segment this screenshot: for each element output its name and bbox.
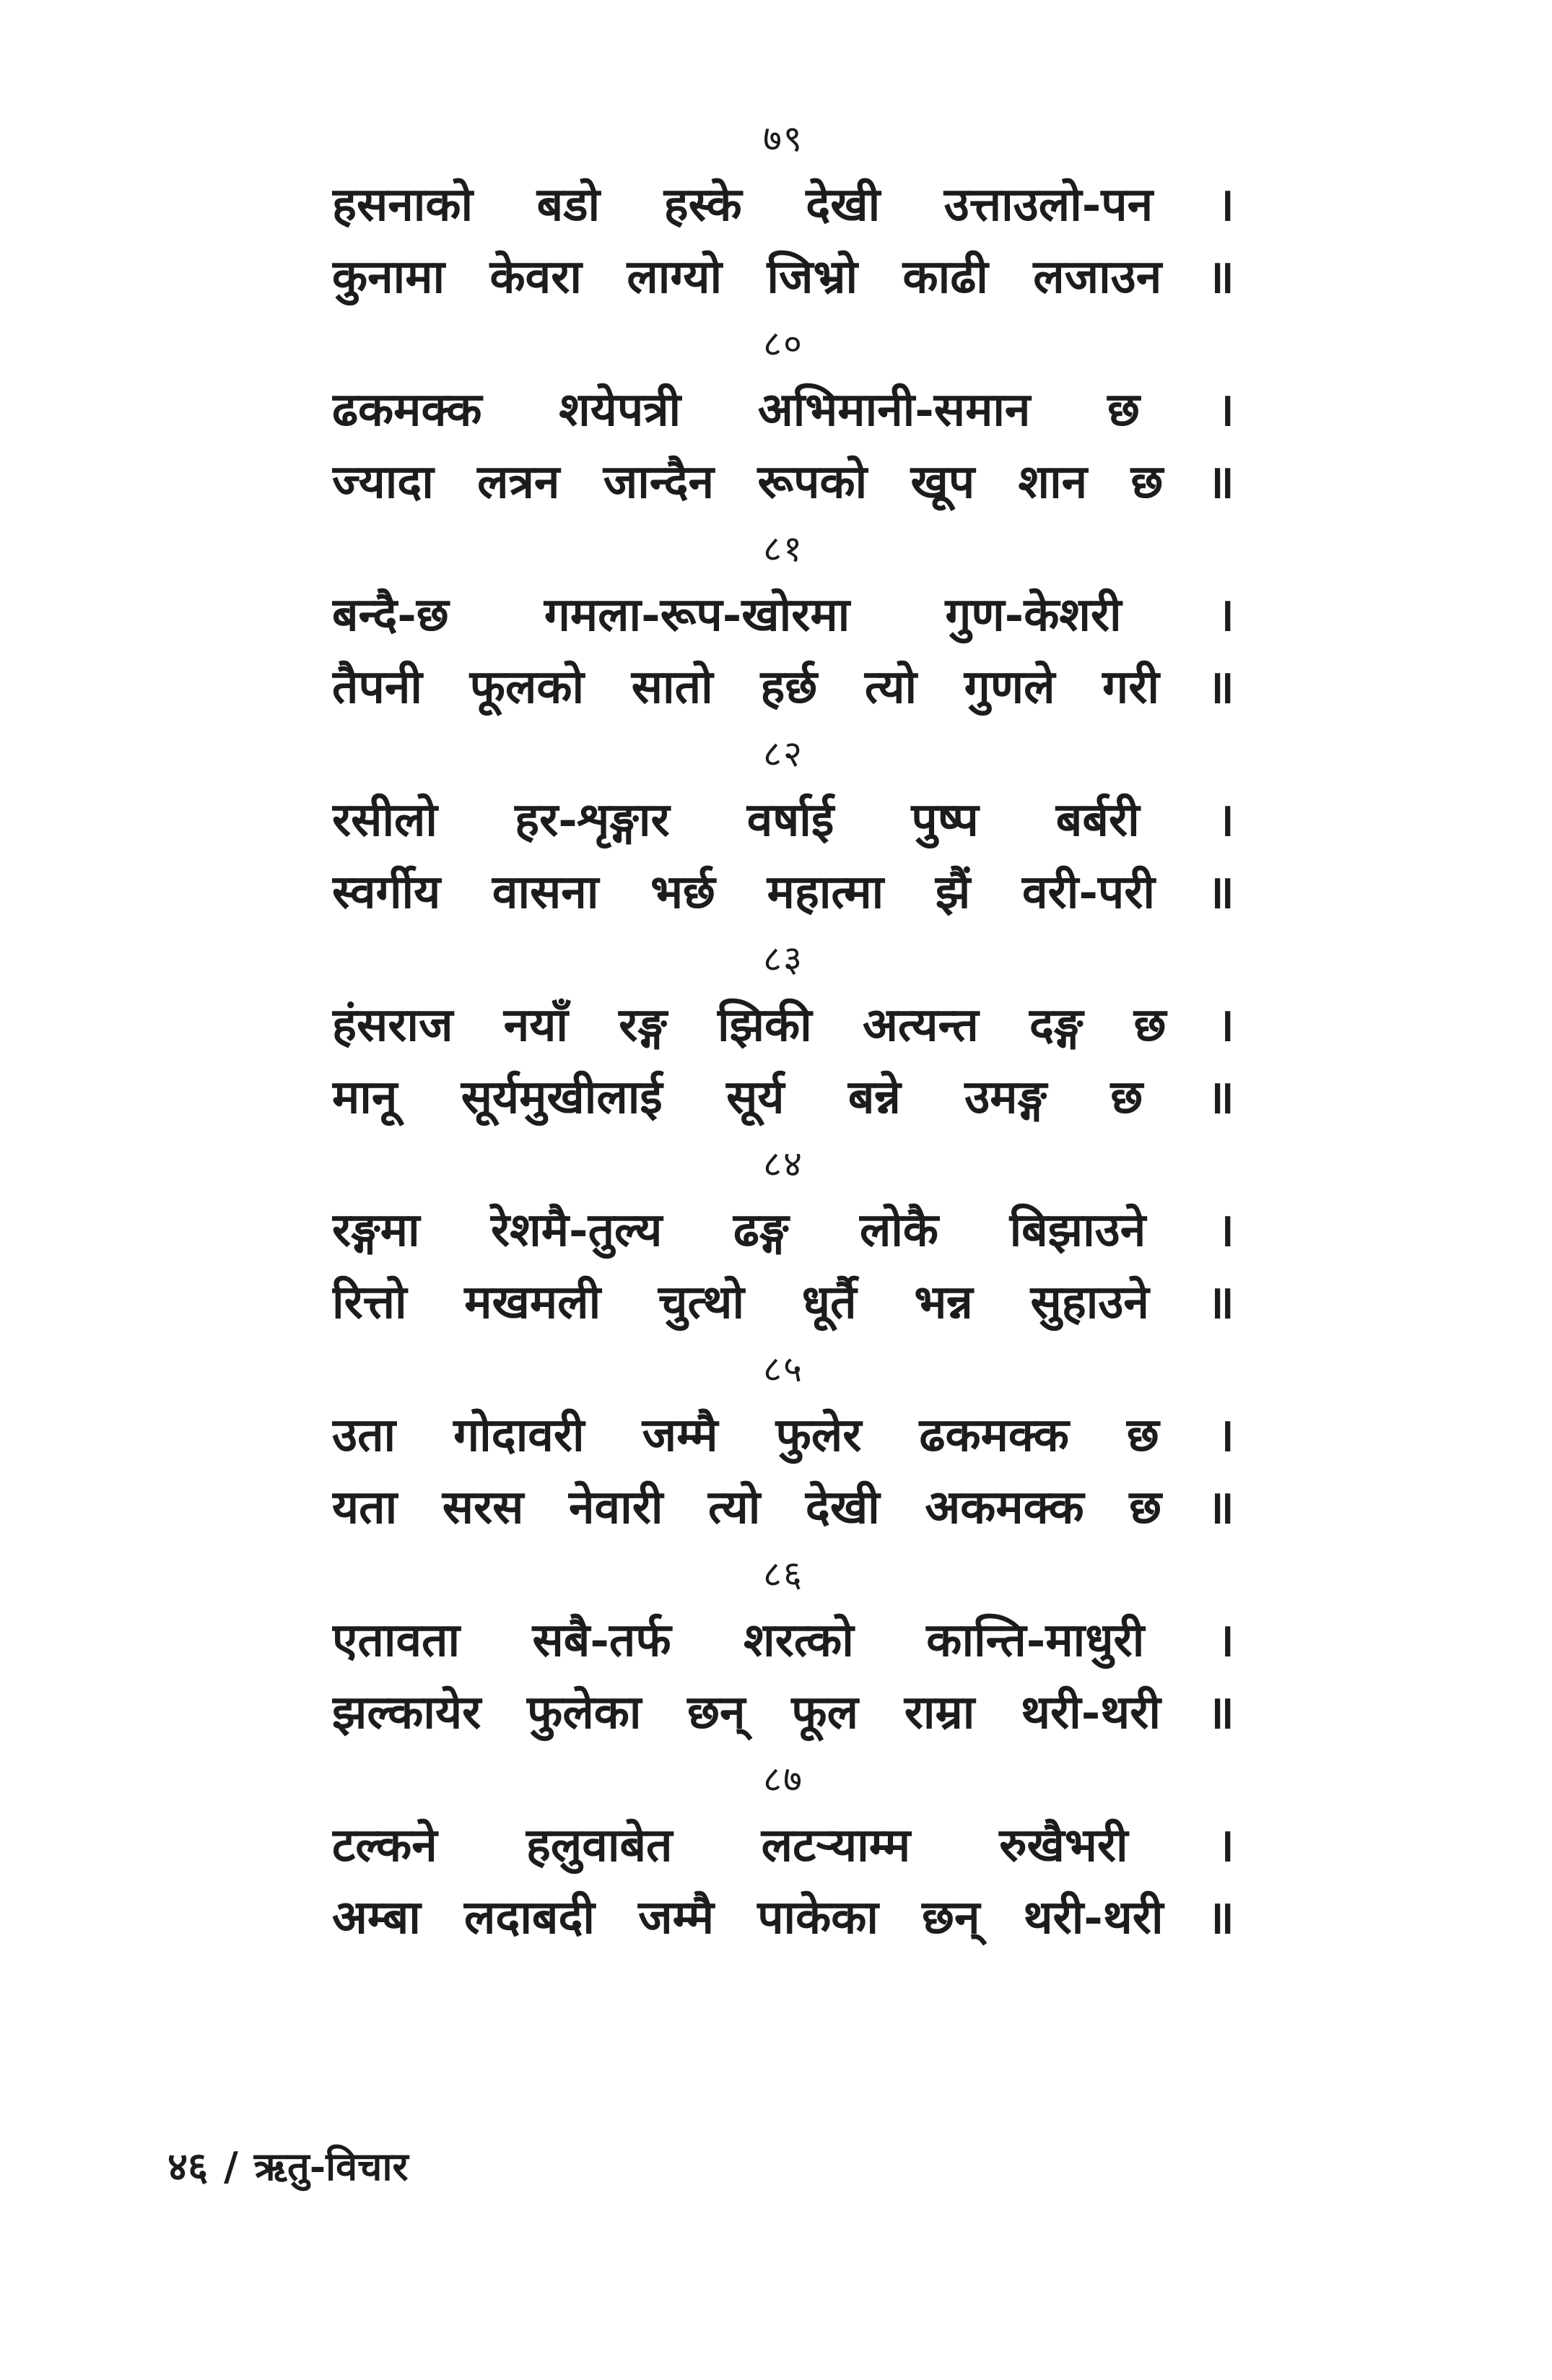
verse-line: तैपनी फूलको सातो हर्छ त्यो गुणले गरी ॥ xyxy=(332,660,1234,714)
stanza-87 xyxy=(332,1749,1234,1954)
verse-line: टल्कने हलुवाबेत लटऱ्याम्म रुखैभरी । xyxy=(332,1818,1234,1872)
stanza-number: ८४ xyxy=(763,1143,803,1185)
stanza-number: ७९ xyxy=(763,118,803,160)
verse-line: रित्तो मखमली चुत्थो धूर्तै भन्न सुहाउने ॥ xyxy=(332,1275,1234,1329)
verse-line: रङ्गमा रेशमै-तुल्य ढङ्ग लोकै बिझाउने । xyxy=(332,1203,1234,1257)
stanza-86 xyxy=(332,1544,1234,1749)
stanza-number: ८१ xyxy=(763,528,803,570)
stanza-number: ८३ xyxy=(763,938,803,980)
stanza-82 xyxy=(332,724,1234,929)
verse-column xyxy=(332,108,1234,1954)
verse-line: स्वर्गीय वासना भर्छ महात्मा झैं वरी-परी ॥ xyxy=(332,865,1234,919)
verse-line: हंसराज नयाँ रङ्ग झिकी अत्यन्त दङ्ग छ । xyxy=(332,998,1234,1052)
stanza-83 xyxy=(332,929,1234,1134)
stanza-number: ८२ xyxy=(763,733,803,775)
stanza-number: ८६ xyxy=(763,1553,803,1595)
stanza-81 xyxy=(332,518,1234,724)
verse-line: अम्बा लदाबदी जम्मै पाकेका छन् थरी-थरी ॥ xyxy=(332,1890,1234,1945)
verse-line: ढकमक्क शयेपत्री अभिमानी-समान छ । xyxy=(332,383,1234,437)
stanza-number: ८७ xyxy=(763,1758,803,1800)
verse-line: यता सरस नेवारी त्यो देखी अकमक्क छ ॥ xyxy=(332,1480,1234,1534)
page-footer xyxy=(167,2137,409,2195)
verse-line: कुनामा केवरा लाग्यो जिभ्रो काढी लजाउन ॥ xyxy=(332,250,1234,304)
footer-separator: / xyxy=(224,2143,238,2189)
stanza-number: ८५ xyxy=(763,1348,803,1390)
stanza-84 xyxy=(332,1134,1234,1339)
verse-line: हसनाको बडो हस्के देखी उत्ताउलो-पन । xyxy=(332,178,1234,232)
verse-line: ज्यादा लत्रन जान्दैन रूपको खूप शान छ ॥ xyxy=(332,455,1234,509)
verse-line: उता गोदावरी जम्मै फुलेर ढकमक्क छ । xyxy=(332,1408,1234,1462)
verse-line: बन्दै-छ गमला-रूप-खोरमा गुण-केशरी । xyxy=(332,588,1234,642)
stanza-80 xyxy=(332,313,1234,518)
stanza-79 xyxy=(332,108,1234,313)
verse-line: मानू सूर्यमुखीलाई सूर्य बन्ने उमङ्ग छ ॥ xyxy=(332,1070,1234,1124)
book-title: ऋतु-विचार xyxy=(253,2143,409,2189)
stanza-85 xyxy=(332,1339,1234,1544)
verse-line: झल्कायेर फुलेका छन् फूल राम्रा थरी-थरी ॥ xyxy=(332,1685,1234,1740)
verse-line: रसीलो हर-शृङ्गार वर्षाई पुष्प बर्बरी । xyxy=(332,793,1234,847)
stanza-number: ८० xyxy=(763,323,803,365)
verse-line: एतावता सबै-तर्फ शरत्को कान्ति-माधुरी । xyxy=(332,1613,1234,1667)
page-number: ४६ xyxy=(167,2143,209,2189)
